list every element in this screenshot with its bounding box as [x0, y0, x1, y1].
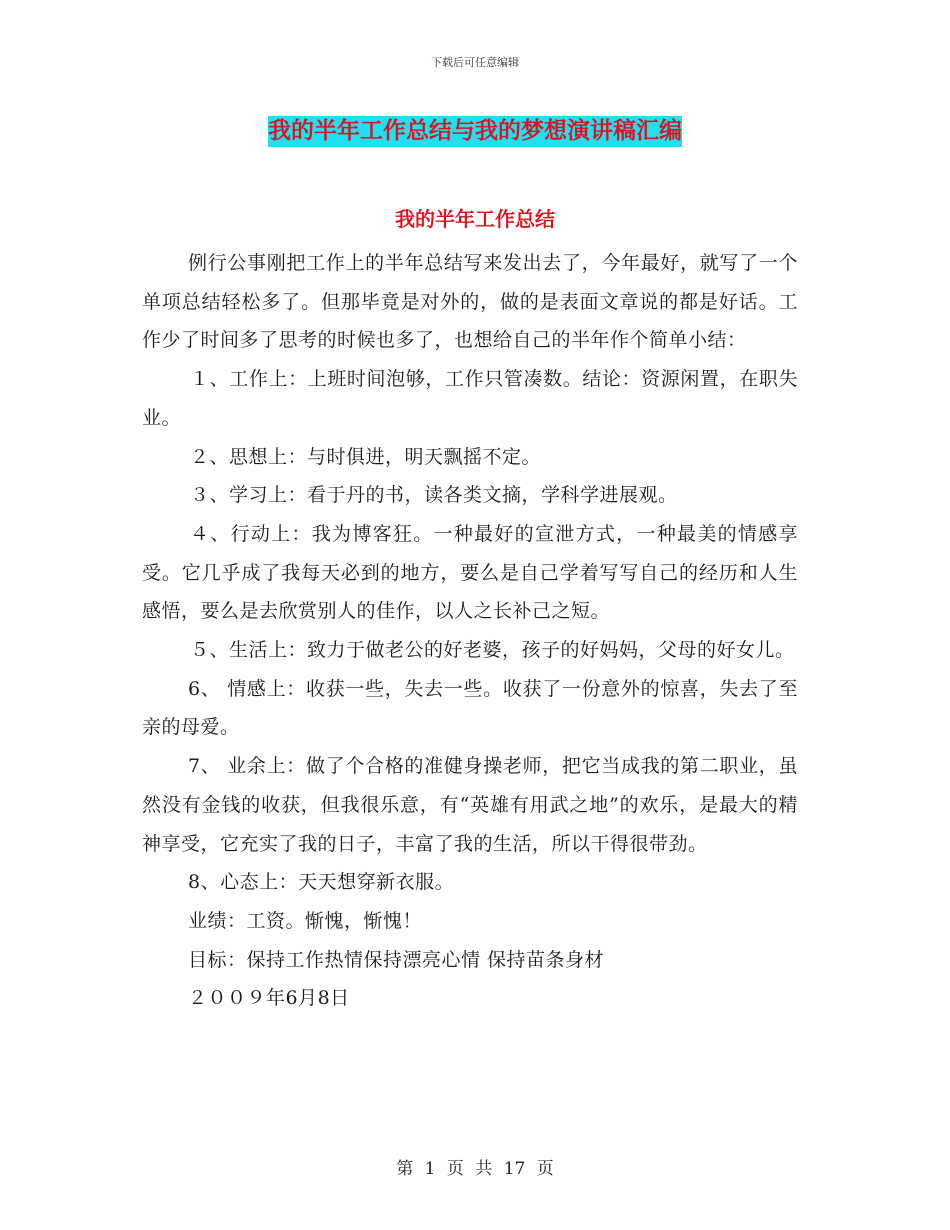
paragraph: ５、生活上：致力于做老公的好老婆，孩子的好妈妈，父母的好女儿。: [190, 639, 795, 662]
page-number: 第 1 页 共 17 页: [396, 1159, 554, 1179]
document-body: [142, 244, 798, 1018]
paragraph: 业绩：工资。惭愧，惭愧！: [188, 909, 423, 932]
paragraph: 例行公事刚把工作上的半年总结写来发出去了，今年最好，就写了一个单项总结轻松多了。但那毕竟是对外的，做的是表面文章说的都是好话。工作少了时间多了思考的时候也多了，也想给自己的半年作个简单小结：: [142, 252, 798, 352]
section-title: 我的半年工作总结: [395, 207, 555, 231]
header-note: 下载后可任意编辑: [431, 56, 519, 69]
document-title: [0, 112, 950, 145]
paragraph: 7、 业余上：做了个合格的准健身操老师，把它当成我的第二职业，虽然没有金钱的收获，但我很乐意，有“英雄有用武之地”的欢乐，是最大的精神享受，它充实了我的日子，丰富了我的生活，所以干得很带劲。: [142, 755, 798, 855]
paragraph: 8、心态上：天天想穿新衣服。: [188, 871, 455, 894]
paragraph: １、工作上：上班时间泡够，工作只管凑数。结论：资源闲置，在职失业。: [142, 368, 798, 429]
document-title-text: 我的半年工作总结与我的梦想演讲稿汇编: [268, 116, 682, 147]
paragraph: 6、 情感上：收获一些，失去一些。收获了一份意外的惊喜，失去了至亲的母爱。: [142, 677, 798, 739]
paragraph: ４、行动上：我为博客狂。一种最好的宣泄方式，一种最美的情感享受。它几乎成了我每天必到的地方，要么是自己学着写写自己的经历和人生感悟，要么是去欣赏别人的佳作，以人之长补己之短。: [142, 522, 798, 623]
date-line: ２００９年6月8日: [188, 987, 350, 1010]
paragraph: ２、思想上：与时俱进，明天飘摇不定。: [190, 445, 542, 468]
paragraph: ３、学习上：看于丹的书，读各类文摘，学科学进展观。: [190, 484, 678, 507]
paragraph: 目标：保持工作热情保持漂亮心情 保持苗条身材: [188, 948, 605, 971]
